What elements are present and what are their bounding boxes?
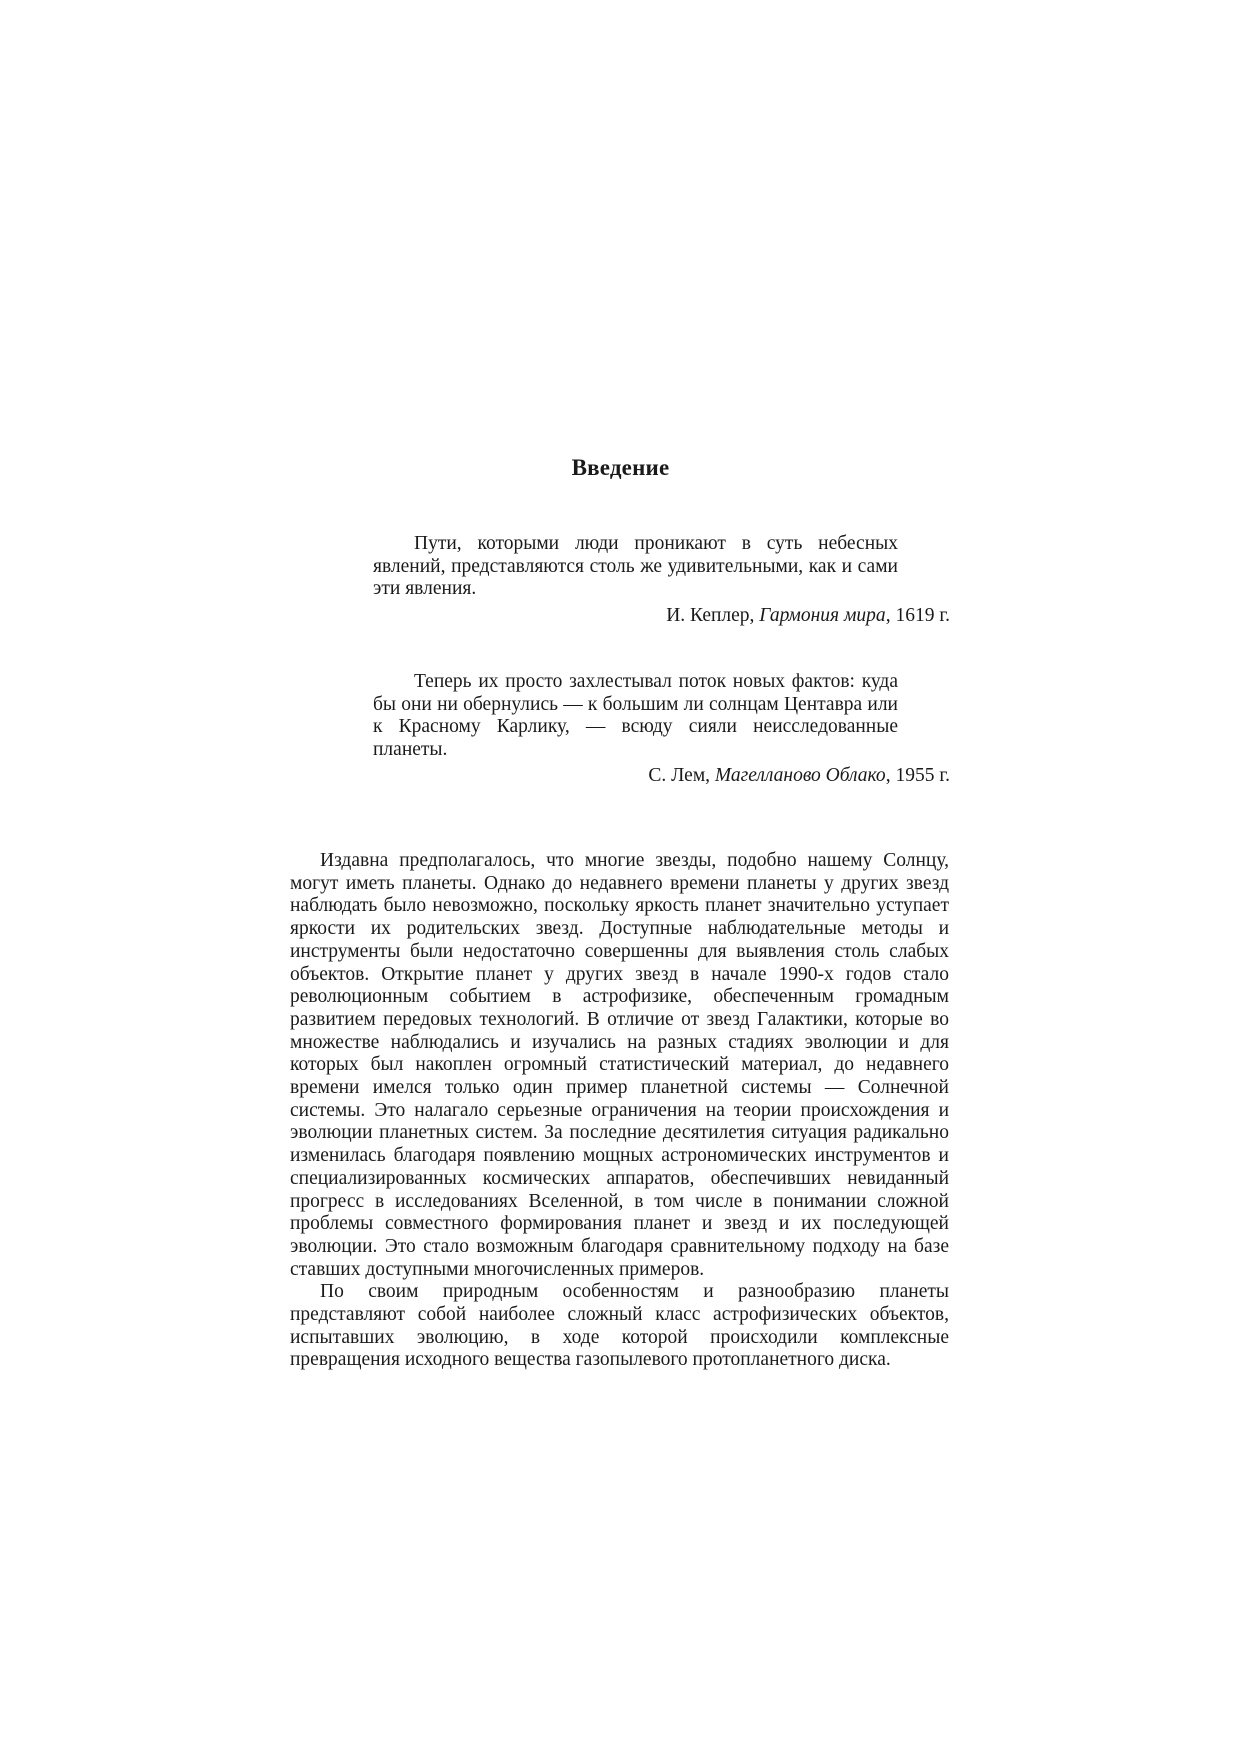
paragraph: Издавна предполагалось, что многие звезды, подобно нашему Солнцу, могут иметь планеты. Однако до недавнего времени планеты у других звезд наблюдать было невозможно, поскольку яркость планет значительно уступает яркости их родительских звезд. Доступные наблюдательные методы и инструменты были недостаточно совершенны для выявления столь слабых объектов. Открытие планет у других звезд в начале 1990-х годов стало революционным событием в астрофизике, обеспеченным громадным развитием передовых технологий. В отличие от звезд Галактики, которые во множестве наблюдались и изучались на разных стадиях эволюции и для которых был накоплен огромный статистический материал, до недавнего времени имелся только один пример планетной системы — Солнечной системы. Это налагало серьезные ограничения на теории происхождения и эволюции планетных систем. За последние десятилетия ситуация радикально изменилась благодаря появлению мощных астрономических инструментов и специализированных космических аппаратов, обеспечивших невиданный прогресс в исследованиях Вселенной, в том числе в понимании сложной проблемы совместного формирования планет и звезд и их последующей эволюции. Это стало возможным благодаря сравнительному подходу на базе ставших доступными многочисленных примеров. [290,850,949,1280]
body-text [290,850,949,1372]
epigraph-quote: Теперь их просто захлестывал поток новых фактов: куда бы они ни обернулись — к большим ли солнцам Центавра или к Красному Карлику, — всюду сияли неисследованные планеты. [373,671,898,760]
paragraph: По своим природным особенностям и разнообразию планеты представляют собой наиболее сложный класс астрофизических объектов, испытавших эволюцию, в ходе которой происходили комплексные превращения исходного вещества газопылевого протопланетного диска. [290,1281,949,1371]
epigraph-author: С. Лем, [648,765,715,786]
epigraph-work-title: Гармония мира [759,604,886,626]
epigraph-work-title: Магелланово Облако [714,765,886,786]
epigraph-year: , 1619 г. [885,604,950,626]
epigraph-kepler [373,533,950,627]
epigraph-year: , 1955 г. [885,765,950,786]
epigraph-source [425,765,950,788]
page-title: Введение [571,455,670,480]
epigraph-quote: Пути, которыми люди проникают в суть небесных явлений, представляются столь же удивительными, как и сами эти явления. [373,533,898,599]
epigraph-lem [373,671,950,788]
epigraph-source [425,605,950,628]
epigraph-author: И. Кеплер, [666,604,760,626]
